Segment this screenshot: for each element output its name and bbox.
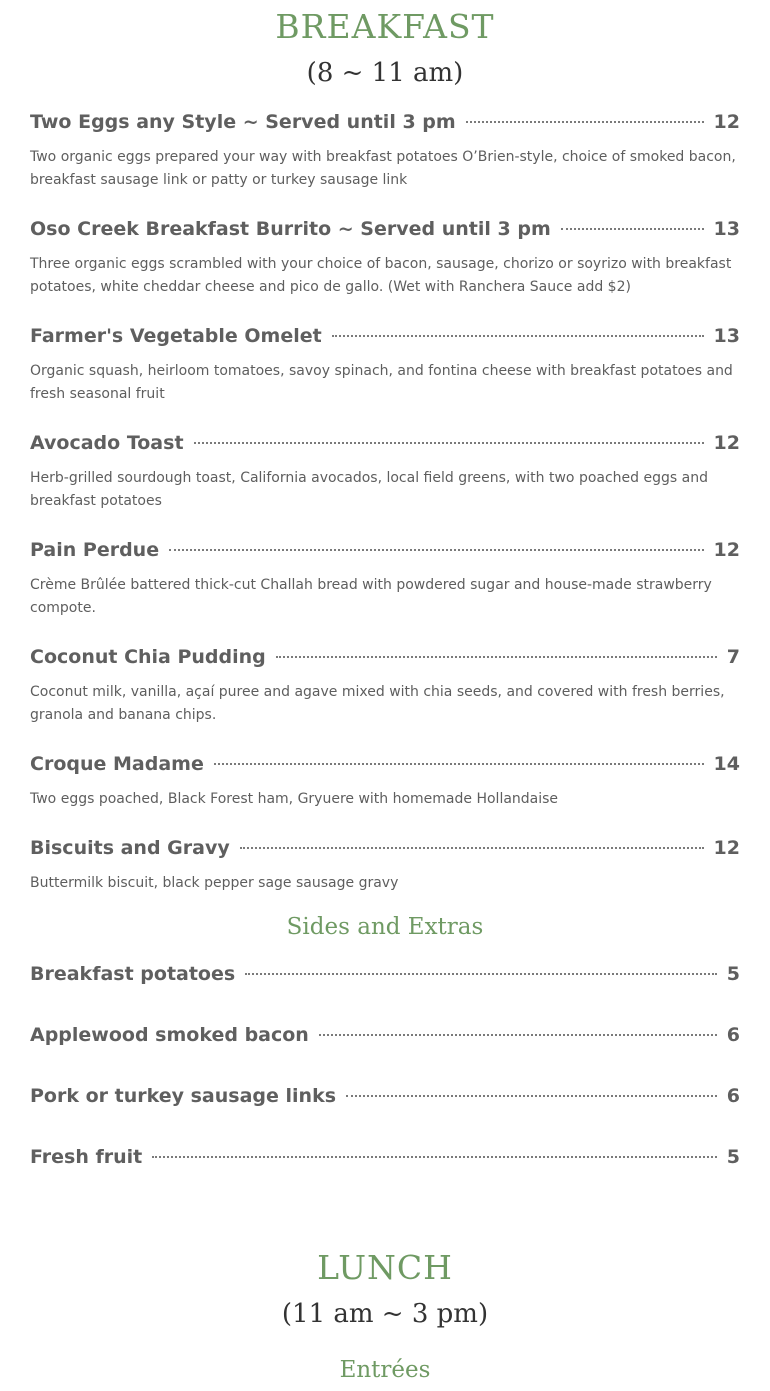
dotted-leader (276, 656, 717, 658)
item-price: 12 (713, 111, 740, 133)
side-item (30, 1145, 740, 1169)
side-item (30, 962, 740, 986)
item-price: 13 (713, 218, 740, 240)
item-price: 5 (726, 1146, 740, 1168)
breakfast-hours: (8 ~ 11 am) (306, 58, 464, 88)
menu-item (30, 836, 740, 895)
item-price: 7 (726, 646, 740, 668)
menu-item (30, 217, 740, 299)
item-name: Farmer's Vegetable Omelet (30, 325, 322, 347)
dotted-leader (346, 1095, 717, 1097)
menu-item (30, 752, 740, 811)
dotted-leader (214, 763, 704, 765)
item-price: 14 (713, 753, 740, 775)
item-price: 6 (726, 1085, 740, 1107)
item-price: 12 (713, 837, 740, 859)
menu-item (30, 324, 740, 406)
dotted-leader (332, 335, 704, 337)
item-name: Applewood smoked bacon (30, 1024, 309, 1046)
menu-item (30, 538, 740, 620)
dotted-leader (561, 228, 704, 230)
side-item (30, 1023, 740, 1047)
menu-item (30, 110, 740, 192)
item-price: 5 (726, 963, 740, 985)
lunch-subtitle: Entrées (339, 1357, 431, 1383)
item-name: Fresh fruit (30, 1146, 143, 1168)
menu-item (30, 431, 740, 513)
dotted-leader (194, 442, 704, 444)
item-description: Crème Brûlée battered thick-cut Challah bread with powdered sugar and house-made strawberry compote. (30, 577, 712, 616)
menu-item (30, 645, 740, 727)
item-price: 12 (713, 539, 740, 561)
item-price: 12 (713, 432, 740, 454)
item-name: Biscuits and Gravy (30, 837, 230, 859)
item-name: Breakfast potatoes (30, 963, 236, 985)
item-description: Coconut milk, vanilla, açaí puree and agave mixed with chia seeds, and covered with fresh berries, granola and banana chips. (30, 684, 725, 723)
item-name: Oso Creek Breakfast Burrito ~ Served until 3 pm (30, 218, 551, 240)
lunch-hours: (11 am ~ 3 pm) (281, 1299, 489, 1329)
item-name: Pain Perdue (30, 539, 160, 561)
sides-title: Sides and Extras (286, 914, 484, 940)
dotted-leader (319, 1034, 717, 1036)
dotted-leader (169, 549, 703, 551)
item-name: Pork or turkey sausage links (30, 1085, 337, 1107)
item-price: 13 (713, 325, 740, 347)
item-description: Organic squash, heirloom tomatoes, savoy spinach, and fontina cheese with breakfast potatoes and fresh seasonal fruit (30, 363, 733, 402)
item-description: Buttermilk biscuit, black pepper sage sausage gravy (30, 875, 399, 891)
item-description: Herb-grilled sourdough toast, California avocados, local field greens, with two poached eggs and breakfast potatoes (30, 470, 708, 509)
item-name: Avocado Toast (30, 432, 184, 454)
item-name: Croque Madame (30, 753, 204, 775)
item-name: Two Eggs any Style ~ Served until 3 pm (30, 111, 456, 133)
item-name: Coconut Chia Pudding (30, 646, 266, 668)
dotted-leader (245, 973, 717, 975)
item-description: Two organic eggs prepared your way with breakfast potatoes O’Brien-style, choice of smoked bacon, breakfast sausage link or patty or turkey sausage link (30, 149, 736, 188)
item-price: 6 (726, 1024, 740, 1046)
side-item (30, 1084, 740, 1108)
item-description: Three organic eggs scrambled with your choice of bacon, sausage, chorizo or soyrizo with breakfast potatoes, white cheddar cheese and pico de gallo. (Wet with Ranchera Sauce add $2) (30, 256, 732, 295)
dotted-leader (152, 1156, 717, 1158)
dotted-leader (240, 847, 704, 849)
item-description: Two eggs poached, Black Forest ham, Gryuere with homemade Hollandaise (30, 791, 559, 807)
dotted-leader (466, 121, 704, 123)
lunch-title: LUNCH (317, 1248, 453, 1287)
breakfast-title: BREAKFAST (275, 7, 495, 46)
